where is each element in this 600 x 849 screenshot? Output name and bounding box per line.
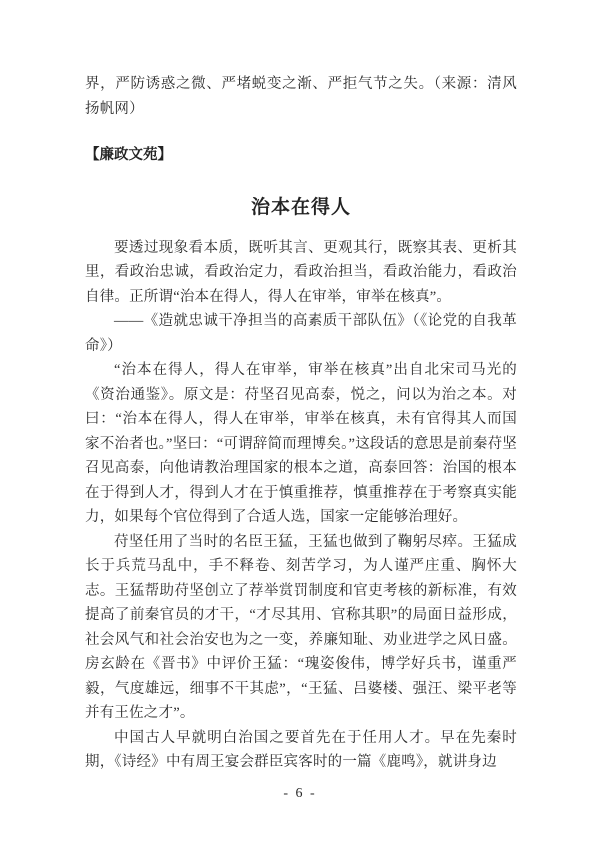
article-title: 治本在得人 — [250, 196, 351, 218]
section-heading: 【廉政文苑】 — [85, 147, 172, 163]
article-attribution-paragraph: ——《造就忠诚干净担当的高素质干部队伍》（《论党的自我革命》） — [85, 313, 517, 354]
article-paragraph-1: 要透过现象看本质，既听其言、更观其行，既察其表、更析其里，看政治忠诚，看政治定力，看政治担当，看政治能力，看政治自律。正所谓“治本在得人，得人在审举，审举在核真”。 — [85, 239, 517, 305]
article-body — [85, 236, 517, 775]
article-paragraph-5: 中国古人早就明白治国之要首先在于任用人才。早在先秦时期，《诗经》中有周王宴会群臣宾客时的一篇《鹿鸣》，就讲身边 — [85, 729, 517, 770]
page-number: - 6 - — [283, 786, 317, 801]
article-paragraph-3: “治本在得人，得人在审举，审举在核真”出自北宋司马光的《资治通鉴》。原文是：苻坚召见高泰，悦之，问以为治之本。对曰：“治本在得人，得人在审举，审举在核真，未有官得其人而国家不治者也。”坚曰：“可谓辞简而理博矣。”这段话的意思是前秦苻坚召见高泰，向他请教治理国家的根本之道，高泰回答：治国的根本在于得到人才，得到人才在于慎重推荐，慎重推荐在于考察真实能力，如果每个官位得到了合适人选，国家一定能够治理好。 — [85, 362, 517, 525]
continuation-paragraph: 界，严防诱惑之微、严堵蜕变之渐、严拒气节之失。（来源：清风扬帆网） — [85, 76, 517, 117]
page-content — [85, 72, 517, 775]
article-paragraph-4: 苻坚任用了当时的名臣王猛，王猛也做到了鞠躬尽瘁。王猛成长于兵荒马乱中，手不释卷、刻苦学习，为人谨严庄重、胸怀大志。王猛帮助苻坚创立了荐举赏罚制度和官吏考核的新标准，有效提高了前秦官员的才干，“才尽其用、官称其职”的局面日益形成，社会风气和社会治安也为之一变，养廉知耻、劝业进学之风日盛。房玄龄在《晋书》中评价王猛：“瑰姿俊伟，博学好兵书，谨重严毅，气度雄远，细事不干其虑”，“王猛、吕婆楼、强汪、梁平老等并有王佐之才”。 — [85, 533, 517, 721]
